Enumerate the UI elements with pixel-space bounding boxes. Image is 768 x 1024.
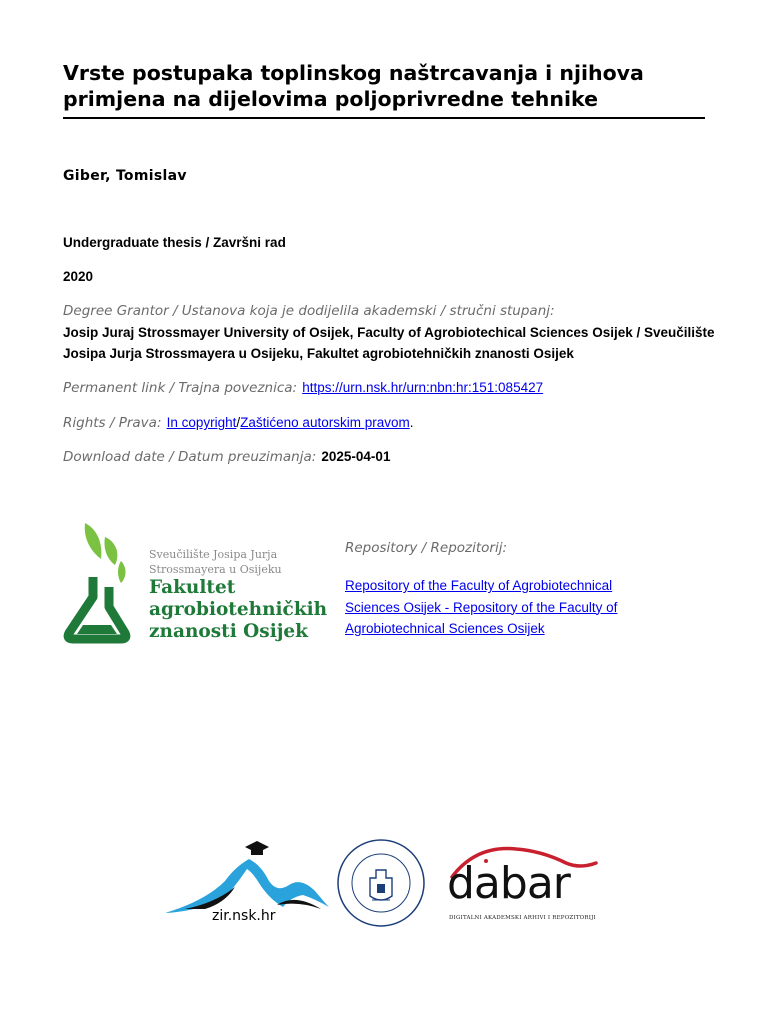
dabar-logo-subtitle: DIGITALNI AKADEMSKI ARHIVI I REPOZITORIJI (449, 915, 596, 921)
permanent-link[interactable]: https://urn.nsk.hr/urn:nbn:hr:151:085427 (302, 380, 544, 395)
faculty-logo-name: Fakultet agrobiotehničkih znanosti Osijek (149, 577, 328, 642)
faculty-flask-icon (63, 515, 143, 650)
degree-grantor-value: Josip Juraj Strossmayer University of Osijek, Faculty of Agrobiotechical Sciences Osijek / Sveučilište Josipa Jurja Strossmayera u Osijeku, Fakultet agrobiotehničkih znanosti Osijek (63, 325, 715, 361)
download-date-value: 2025-04-01 (321, 449, 391, 464)
faculty-logo-university: Sveučilište Josipa Jurja Strossmayera u Osijeku (149, 548, 282, 576)
rights-label: Rights / Prava: (63, 415, 162, 431)
repository-link[interactable]: Repository of the Faculty of Agrobiotechnical Sciences Osijek - Repository of the Faculty of Agrobiotechnical Sciences Osijek (345, 578, 618, 636)
permanent-link-row (63, 377, 543, 396)
rights-suffix: . (409, 415, 414, 430)
rights-link-zasticeno[interactable]: Zaštićeno autorskim pravom (240, 415, 410, 430)
dabar-logo-text: dabar (447, 858, 570, 909)
author-name: Giber, Tomislav (63, 168, 187, 184)
rights-link-in-copyright[interactable]: In copyright (166, 415, 237, 430)
rights-separator: / (236, 415, 241, 430)
footer-logos (0, 835, 768, 935)
permanent-link-label: Permanent link / Trajna poveznica: (63, 380, 298, 396)
publication-year: 2020 (63, 269, 94, 284)
rights-row (63, 412, 413, 431)
download-row (63, 446, 390, 465)
university-seal-icon (336, 838, 426, 928)
zir-logo-icon (165, 837, 345, 917)
thesis-type: Undergraduate thesis / Završni rad (63, 235, 286, 250)
download-date-label: Download date / Datum preuzimanja: (63, 449, 317, 465)
repository-label: Repository / Repozitorij: (345, 540, 508, 556)
title-divider (63, 117, 705, 119)
degree-grantor-label: Degree Grantor / Ustanova koja je dodijelila akademski / stručni stupanj: (63, 303, 555, 319)
faculty-logo (63, 515, 328, 650)
document-title: Vrste postupaka toplinskog naštrcavanja i njihova primjena na dijelovima poljoprivredne tehnike (63, 61, 644, 111)
zir-logo-text: zir.nsk.hr (212, 908, 276, 924)
